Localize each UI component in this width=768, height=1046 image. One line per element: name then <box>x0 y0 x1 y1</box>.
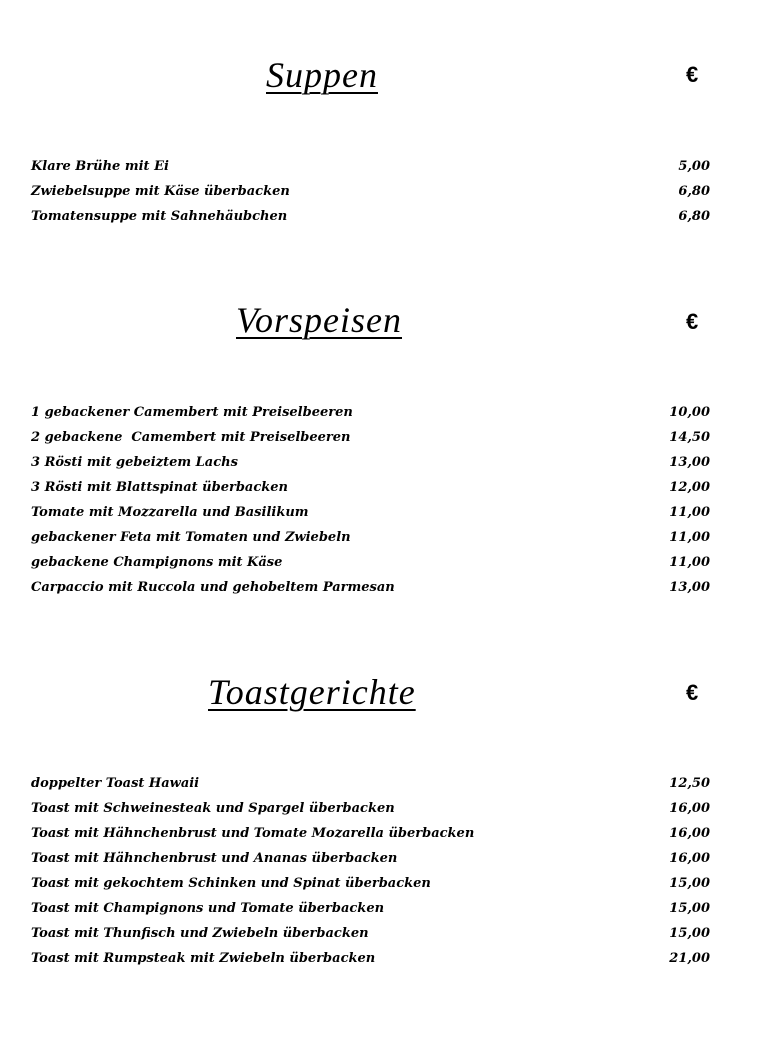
menu-list <box>31 771 710 971</box>
item-name: Tomatensuppe mit Sahnehäubchen <box>31 209 288 224</box>
item-name: Tomate mit Mozzarella und Basilikum <box>31 505 309 520</box>
item-name: 2 gebackene Camembert mit Preiselbeeren <box>31 430 351 445</box>
item-price: 11,00 <box>669 505 710 520</box>
item-price: 16,00 <box>669 851 710 866</box>
menu-item <box>31 771 710 796</box>
menu-item <box>31 425 710 450</box>
menu-item <box>31 796 710 821</box>
menu-item <box>31 821 710 846</box>
menu-item <box>31 871 710 896</box>
item-price: 11,00 <box>669 530 710 545</box>
item-name: Toast mit Hähnchenbrust und Ananas überbacken <box>31 851 398 866</box>
item-price: 12,00 <box>669 480 710 495</box>
item-price: 15,00 <box>669 926 710 941</box>
item-price: 6,80 <box>678 184 710 199</box>
item-price: 16,00 <box>669 826 710 841</box>
item-price: 12,50 <box>669 776 710 791</box>
item-name: 3 Rösti mit Blattspinat überbacken <box>31 480 288 495</box>
menu-item <box>31 475 710 500</box>
item-price: 10,00 <box>669 405 710 420</box>
menu-item <box>31 896 710 921</box>
menu-item <box>31 400 710 425</box>
item-name: Klare Brühe mit Ei <box>31 159 169 174</box>
item-price: 14,50 <box>669 430 710 445</box>
menu-list <box>31 400 710 600</box>
section-title: Toastgerichte <box>208 672 416 712</box>
item-price: 21,00 <box>669 951 710 966</box>
menu-item <box>31 500 710 525</box>
menu-item <box>31 154 710 179</box>
item-price: 6,80 <box>678 209 710 224</box>
menu-item <box>31 921 710 946</box>
item-name: Toast mit Hähnchenbrust und Tomate Mozarella überbacken <box>31 826 475 841</box>
currency-header: € <box>686 62 699 87</box>
item-name: Toast mit gekochtem Schinken und Spinat überbacken <box>31 876 431 891</box>
item-name: Toast mit Rumpsteak mit Zwiebeln überbacken <box>31 951 376 966</box>
menu-item <box>31 179 710 204</box>
menu-item <box>31 204 710 229</box>
item-name: Toast mit Schweinesteak und Spargel überbacken <box>31 801 395 816</box>
item-price: 13,00 <box>669 455 710 470</box>
item-name: 3 Rösti mit gebeiztem Lachs <box>31 455 238 470</box>
item-price: 15,00 <box>669 901 710 916</box>
item-name: 1 gebackener Camembert mit Preiselbeeren <box>31 405 353 420</box>
item-price: 16,00 <box>669 801 710 816</box>
item-name: Toast mit Thunfisch und Zwiebeln überbacken <box>31 926 369 941</box>
section-title: Suppen <box>266 55 378 95</box>
menu-item <box>31 550 710 575</box>
item-name: doppelter Toast Hawaii <box>31 776 200 791</box>
item-name: Toast mit Champignons und Tomate überbacken <box>31 901 385 916</box>
item-price: 13,00 <box>669 580 710 595</box>
menu-item <box>31 846 710 871</box>
menu-item <box>31 946 710 971</box>
currency-header: € <box>686 680 699 705</box>
menu-list <box>31 154 710 229</box>
section-title: Vorspeisen <box>236 300 402 340</box>
item-price: 5,00 <box>678 159 710 174</box>
item-name: gebackener Feta mit Tomaten und Zwiebeln <box>31 530 351 545</box>
item-name: Carpaccio mit Ruccola und gehobeltem Parmesan <box>31 580 395 595</box>
menu-item <box>31 525 710 550</box>
item-price: 15,00 <box>669 876 710 891</box>
item-name: Zwiebelsuppe mit Käse überbacken <box>31 184 290 199</box>
menu-item <box>31 450 710 475</box>
item-name: gebackene Champignons mit Käse <box>31 555 283 570</box>
item-price: 11,00 <box>669 555 710 570</box>
currency-header: € <box>686 309 699 334</box>
menu-item <box>31 575 710 600</box>
